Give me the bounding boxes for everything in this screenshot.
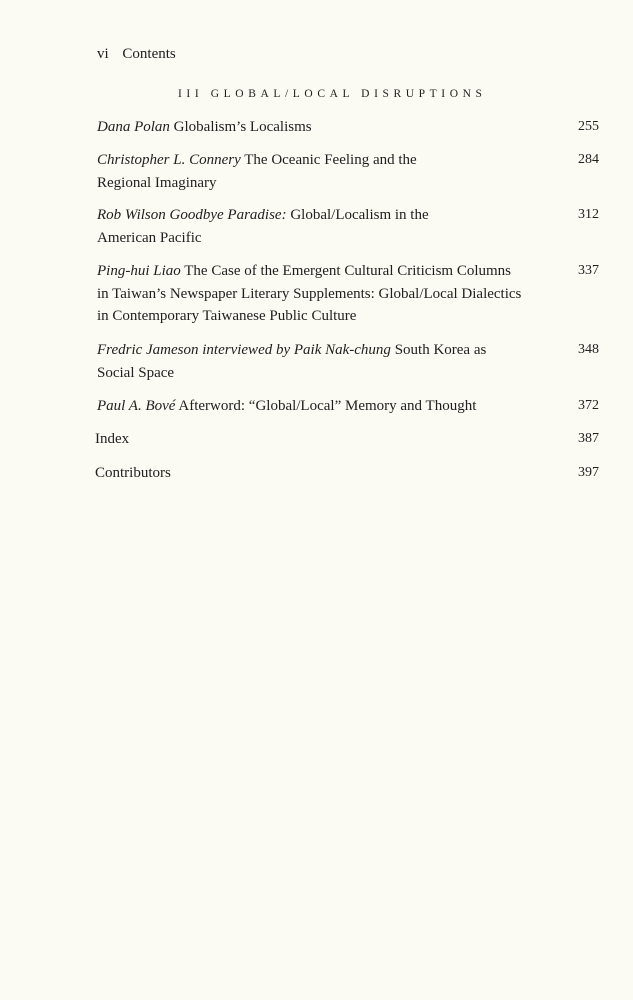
entry-title-line-2: Regional Imaginary <box>97 174 217 191</box>
toc-entry-connery <box>97 149 602 194</box>
entry-title: Index <box>95 431 130 447</box>
entry-title-line-1: The Case of the Emergent Cultural Criticism Columns <box>184 263 512 279</box>
entry-title-italic: Goodbye Paradise: <box>169 207 287 223</box>
running-head-title: Contents <box>122 46 176 62</box>
toc-entry-bove <box>97 395 602 418</box>
page-folio: vi <box>97 46 109 62</box>
entry-page-number: 348 <box>578 342 599 357</box>
entry-title-line-2: Social Space <box>97 364 175 381</box>
entry-title: Globalism’s Localisms <box>173 119 312 135</box>
entry-page-number: 255 <box>578 119 599 134</box>
entry-title: Contributors <box>95 465 171 481</box>
entry-author: Fredric Jameson interviewed by Paik Nak-chung <box>97 342 391 358</box>
toc-entry-polan <box>97 116 602 139</box>
entry-title-line-2: American Pacific <box>97 229 202 246</box>
entry-author: Ping-hui Liao <box>97 263 181 279</box>
toc-entry-index <box>97 428 602 451</box>
entry-title: Afterword: “Global/Local” Memory and Thought <box>178 398 477 414</box>
entry-title-line-1: Global/Localism in the <box>290 207 429 223</box>
entry-page-number: 337 <box>578 263 599 278</box>
toc-entry-contributors <box>97 462 602 485</box>
entry-title-line-1: South Korea as <box>394 342 487 358</box>
toc-entry-jameson <box>97 339 602 384</box>
entry-author: Paul A. Bové <box>97 398 176 414</box>
entry-author: Christopher L. Connery <box>97 152 241 168</box>
entry-title-line-2: in Taiwan’s Newspaper Literary Supplements: Global/Local Dialectics <box>97 285 522 302</box>
entry-page-number: 284 <box>578 152 599 167</box>
entry-page-number: 397 <box>578 465 599 480</box>
toc-entry-liao <box>97 260 602 328</box>
entry-page-number: 312 <box>578 207 599 222</box>
entry-title-line-1: The Oceanic Feeling and the <box>244 152 417 168</box>
entry-author: Dana Polan <box>97 119 170 135</box>
entry-page-number: 372 <box>578 398 599 413</box>
running-head <box>97 44 176 64</box>
toc-entry-wilson <box>97 204 602 249</box>
entry-author: Rob Wilson <box>97 207 166 223</box>
entry-page-number: 387 <box>578 431 599 446</box>
entry-title-line-3: in Contemporary Taiwanese Public Culture <box>97 308 357 324</box>
part-heading: III GLOBAL/LOCAL DISRUPTIONS <box>178 88 487 100</box>
